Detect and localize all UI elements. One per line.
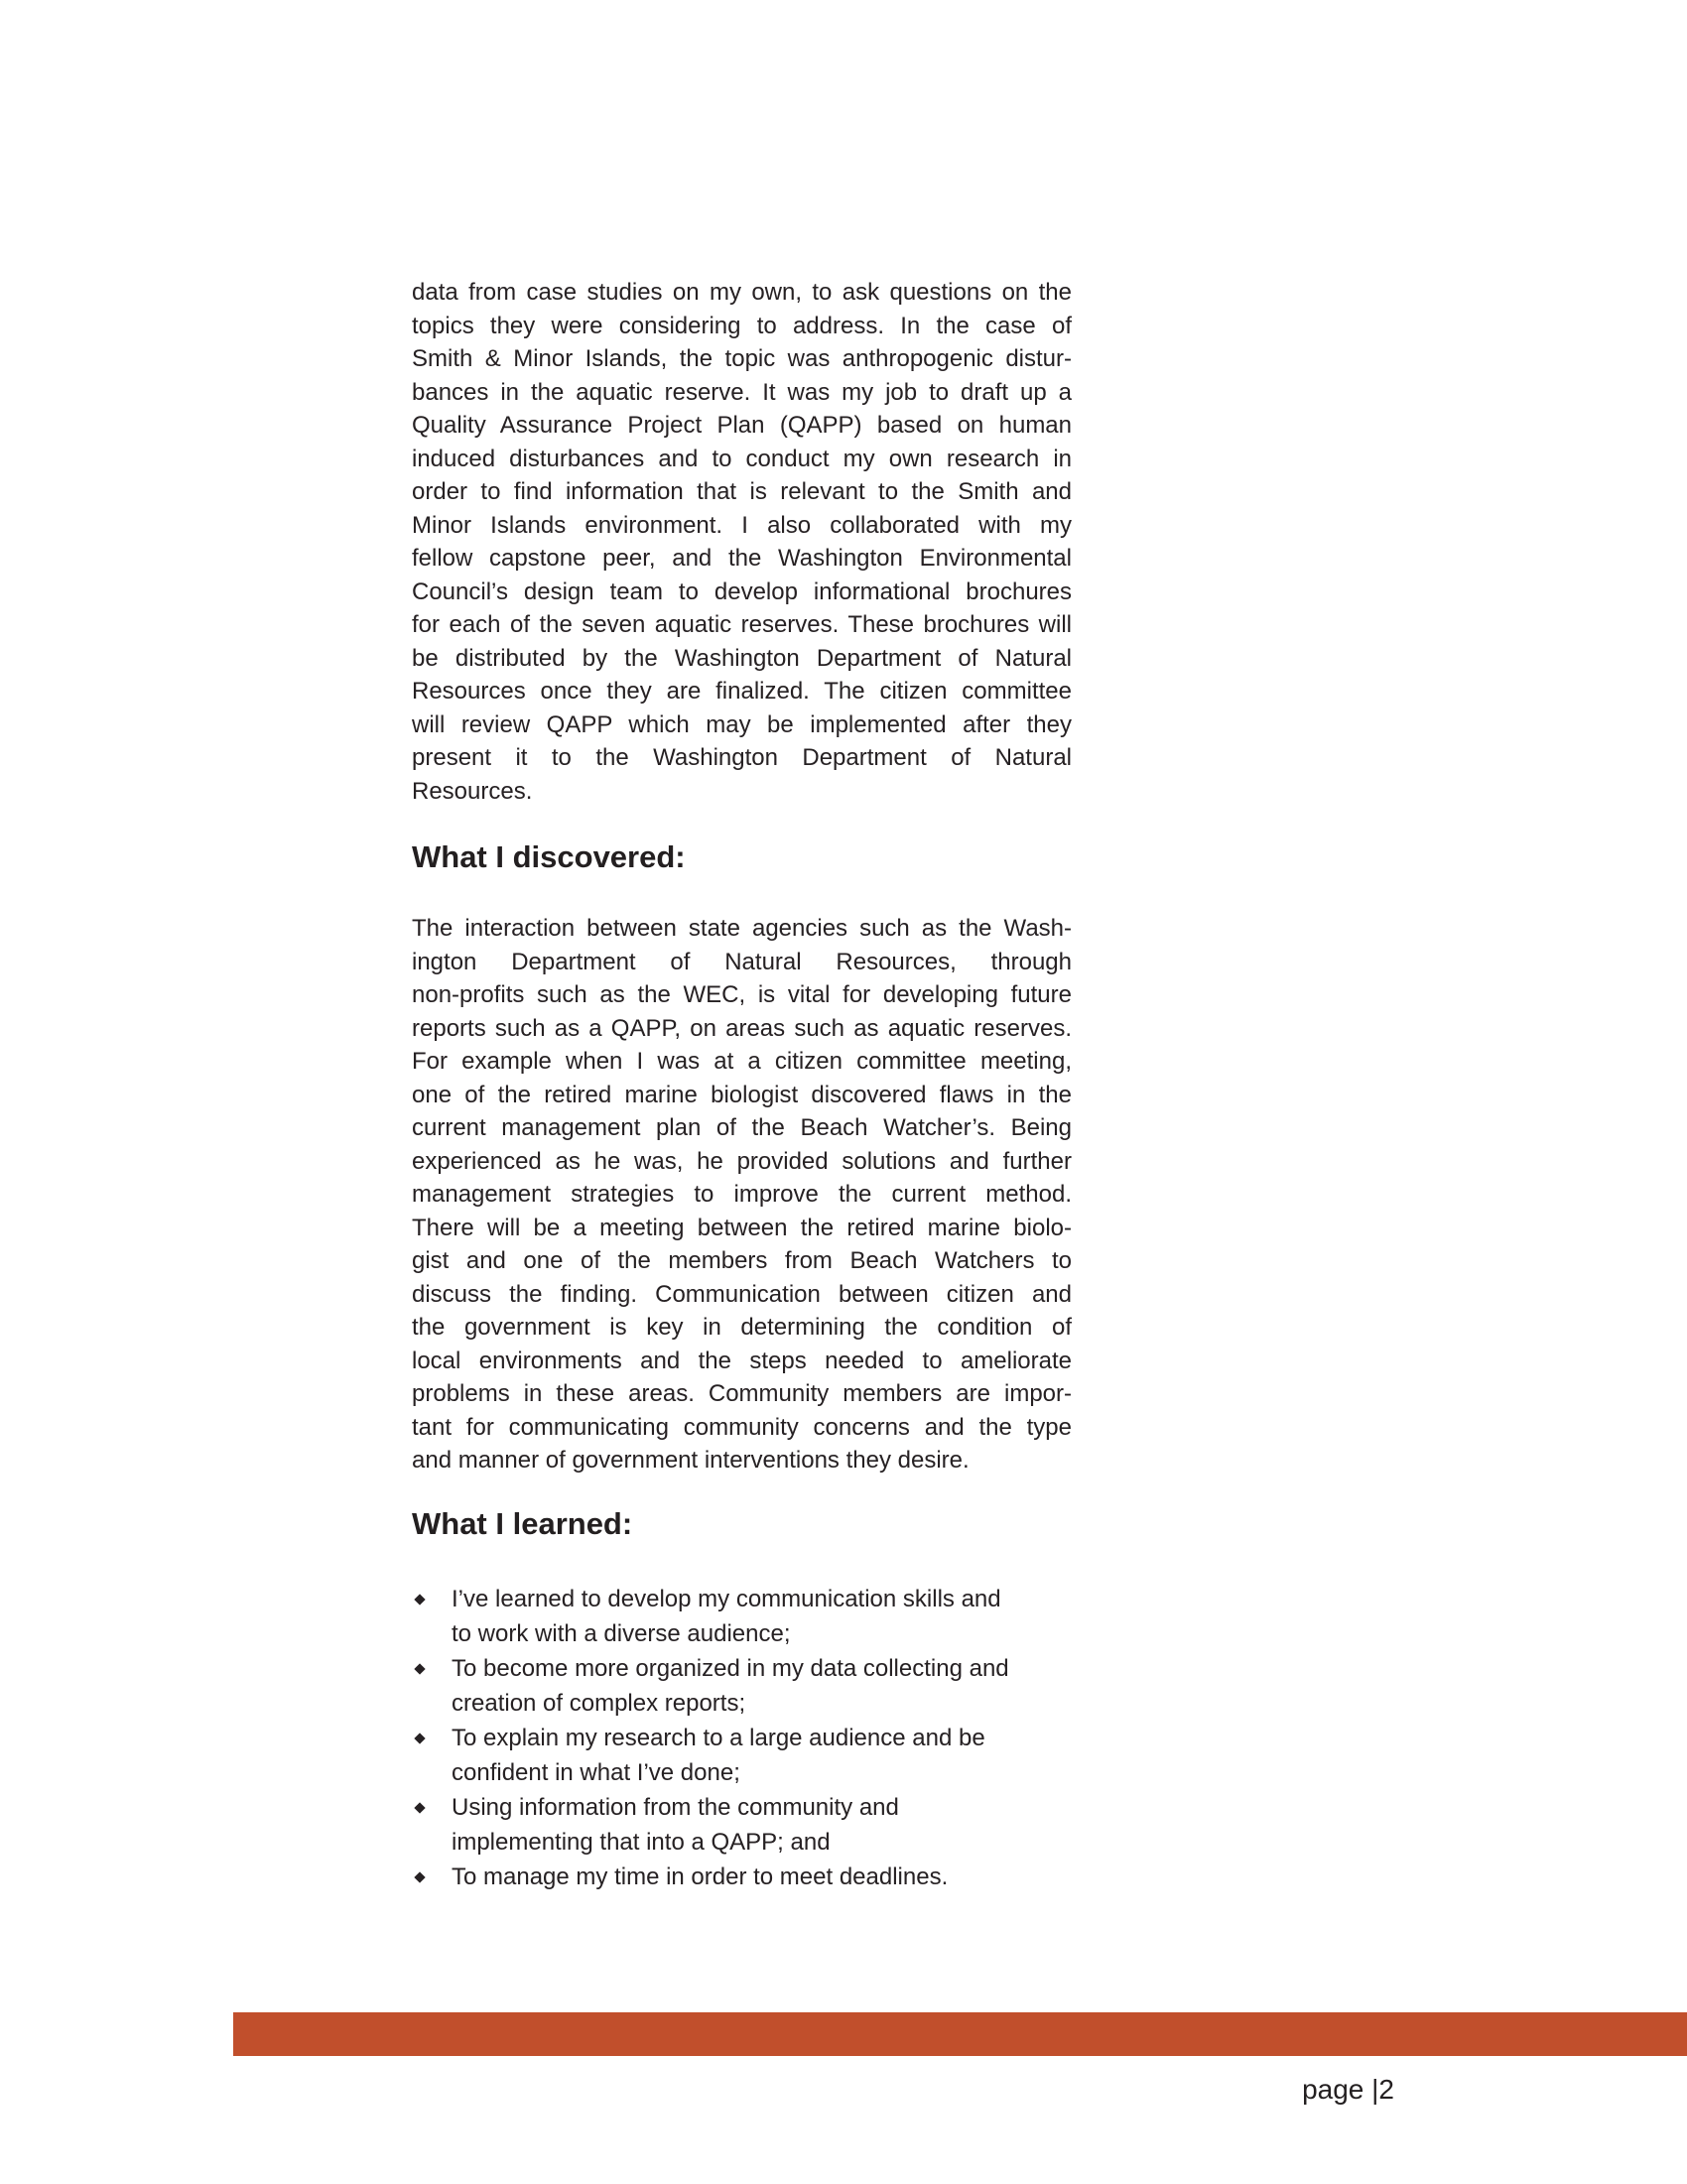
text-line: experienced as he was, he provided solutions and further [412, 1147, 1072, 1175]
text-line: Quality Assurance Project Plan (QAPP) based on human [412, 412, 1072, 439]
text-line: and manner of government interventions they desire. [412, 1447, 970, 1474]
text-line: implementing that into a QAPP; and [452, 1829, 831, 1856]
bullet-diamond-icon [414, 1802, 425, 1813]
text-line: Smith & Minor Islands, the topic was anthropogenic distur- [412, 345, 1072, 372]
text-line: To explain my research to a large audience and be [452, 1725, 985, 1751]
text-line: bances in the aquatic reserve. It was my job to draft up a [412, 378, 1072, 406]
text-line: To manage my time in order to meet deadlines. [452, 1863, 949, 1890]
text-line: Resources. [412, 777, 533, 805]
text-line: non-profits such as the WEC, is vital for developing future [412, 981, 1072, 1008]
text-line: I’ve learned to develop my communication skills and [452, 1586, 1001, 1612]
text-line: gist and one of the members from Beach Watchers to [412, 1247, 1072, 1274]
text-line: present it to the Washington Department of Natural [412, 744, 1072, 771]
text-line: one of the retired marine biologist discovered flaws in the [412, 1081, 1072, 1108]
list-item [412, 1721, 1072, 1790]
text-line: tant for communicating community concerns and the type [412, 1413, 1072, 1441]
bullet-diamond-icon [414, 1871, 425, 1882]
bullet-text [452, 1860, 948, 1894]
text-line: discuss the finding. Communication between citizen and [412, 1280, 1072, 1308]
footer-accent-bar [233, 2012, 1687, 2056]
text-line: order to find information that is relevant to the Smith and [412, 478, 1072, 505]
text-line: induced disturbances and to conduct my own research in [412, 445, 1072, 472]
list-item [412, 1582, 1072, 1651]
text-line: ington Department of Natural Resources, through [412, 948, 1072, 975]
bullet-text [452, 1651, 1009, 1721]
bullet-text [452, 1582, 1001, 1651]
text-line: data from case studies on my own, to ask questions on the [412, 279, 1072, 306]
text-line: local environments and the steps needed to ameliorate [412, 1347, 1072, 1374]
paragraph-what-i-discovered [412, 912, 1072, 1477]
text-line: There will be a meeting between the retired marine biolo- [412, 1214, 1072, 1241]
text-line: Using information from the community and [452, 1794, 899, 1821]
text-line: confident in what I’ve done; [452, 1759, 740, 1786]
text-line: problems in these areas. Community members are impor- [412, 1380, 1072, 1407]
text-line: creation of complex reports; [452, 1690, 746, 1717]
text-line: For example when I was at a citizen committee meeting, [412, 1048, 1072, 1075]
text-line: reports such as a QAPP, on areas such as aquatic reserves. [412, 1014, 1072, 1042]
text-line: to work with a diverse audience; [452, 1620, 791, 1647]
text-line: the government is key in determining the condition of [412, 1314, 1072, 1341]
section-heading-what-i-learned: What I learned: [412, 1506, 633, 1541]
text-line: Council’s design team to develop informational brochures [412, 578, 1072, 605]
text-line: current management plan of the Beach Watcher’s. Being [412, 1114, 1072, 1141]
text-line: for each of the seven aquatic reserves. These brochures will [412, 611, 1072, 638]
list-item [412, 1651, 1072, 1721]
bullet-diamond-icon [414, 1594, 425, 1605]
text-line: management strategies to improve the current method. [412, 1181, 1072, 1208]
page-number: page |2 [1302, 2074, 1394, 2105]
section-heading-what-i-discovered: What I discovered: [412, 839, 686, 874]
bullet-diamond-icon [414, 1663, 425, 1674]
text-line: Minor Islands environment. I also collaborated with my [412, 511, 1072, 539]
paragraph-capstone-work [412, 276, 1072, 808]
bullet-text [452, 1721, 985, 1790]
text-line: The interaction between state agencies such as the Wash- [412, 915, 1072, 942]
learned-bullet-list [412, 1582, 1072, 1894]
list-item [412, 1790, 1072, 1860]
list-item [412, 1860, 1072, 1894]
text-line: fellow capstone peer, and the Washington Environmental [412, 545, 1072, 572]
bullet-text [452, 1790, 899, 1860]
text-line: To become more organized in my data collecting and [452, 1655, 1009, 1682]
text-line: be distributed by the Washington Department of Natural [412, 644, 1072, 672]
text-line: Resources once they are finalized. The citizen committee [412, 678, 1072, 705]
bullet-diamond-icon [414, 1733, 425, 1743]
text-line: topics they were considering to address. In the case of [412, 312, 1072, 339]
text-line: will review QAPP which may be implemented after they [412, 710, 1072, 738]
